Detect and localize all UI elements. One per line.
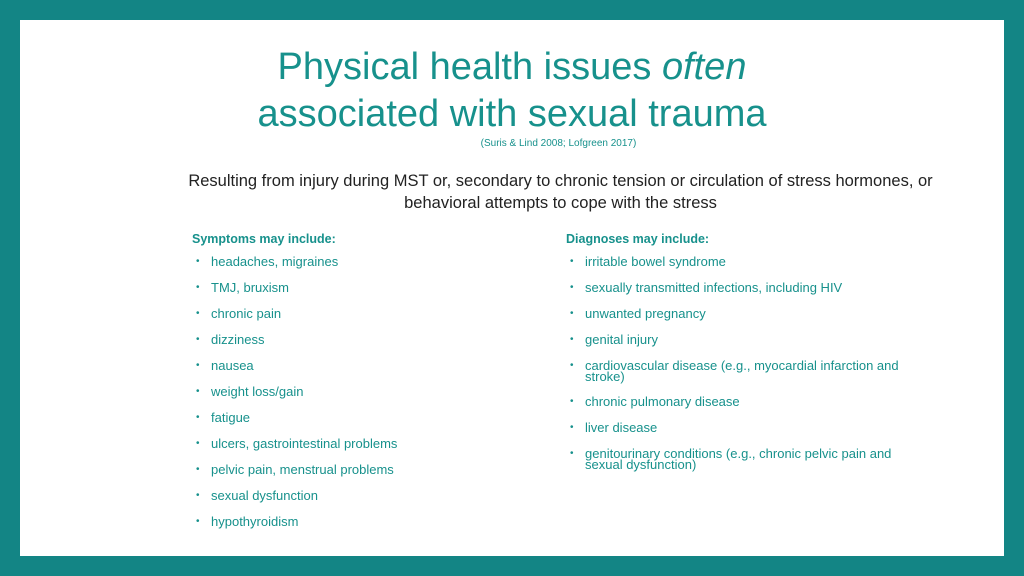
diagnoses-heading: Diagnoses may include: <box>566 232 710 246</box>
diagnoses-list-item <box>566 448 926 470</box>
diagnoses-list <box>566 256 926 470</box>
bullet-icon: • <box>570 448 574 459</box>
bullet-icon: • <box>196 308 200 319</box>
diagnoses-list-item <box>566 308 926 320</box>
symptoms-list-item <box>192 464 542 476</box>
bullet-icon: • <box>570 396 574 407</box>
diagnoses-list-item <box>566 256 926 268</box>
list-item-text: TMJ, bruxism <box>211 280 289 295</box>
list-item-text: hypothyroidism <box>211 514 299 529</box>
symptoms-list-item <box>192 412 542 424</box>
bullet-icon: • <box>570 308 574 319</box>
title-line-2: associated with sexual trauma <box>257 93 767 135</box>
bullet-icon: • <box>196 282 200 293</box>
diagnoses-list-item <box>566 282 926 294</box>
list-item-text: weight loss/gain <box>211 384 304 399</box>
list-item-text: headaches, migraines <box>211 254 339 269</box>
diagnoses-column <box>566 232 926 484</box>
citation: (Suris & Lind 2008; Lofgreen 2017) <box>480 138 637 149</box>
list-item-text: sexually transmitted infections, including HIV <box>585 280 843 295</box>
list-item-text: chronic pain <box>211 306 282 321</box>
symptoms-list-item <box>192 490 542 502</box>
list-item-text: unwanted pregnancy <box>585 306 706 321</box>
bullet-icon: • <box>570 422 574 433</box>
bullet-icon: • <box>196 412 200 423</box>
diagnoses-list-item <box>566 422 926 434</box>
symptoms-list <box>192 256 542 528</box>
symptoms-heading: Symptoms may include: <box>192 232 336 246</box>
bullet-icon: • <box>570 360 574 371</box>
symptoms-list-item <box>192 256 542 268</box>
bullet-icon: • <box>196 438 200 449</box>
bullet-icon: • <box>196 464 200 475</box>
list-item-text: liver disease <box>585 420 658 435</box>
slide-title <box>0 44 1024 138</box>
diagnoses-list-item <box>566 334 926 346</box>
bullet-icon: • <box>570 334 574 345</box>
bullet-icon: • <box>196 490 200 501</box>
bullet-icon: • <box>196 516 200 527</box>
bullet-icon: • <box>196 256 200 267</box>
list-item-text: nausea <box>211 358 254 373</box>
diagnoses-list-item <box>566 360 926 382</box>
symptoms-list-item <box>192 386 542 398</box>
title-line-1 <box>0 44 1024 91</box>
title-emphasis: often <box>661 46 747 88</box>
bullet-icon: • <box>196 360 200 371</box>
list-item-text: dizziness <box>211 332 265 347</box>
bullet-icon: • <box>196 334 200 345</box>
diagnoses-list-item <box>566 396 926 408</box>
symptoms-column <box>192 232 542 542</box>
list-item-text: cardiovascular disease (e.g., myocardial infarction and stroke) <box>585 358 899 384</box>
symptoms-list-item <box>192 438 542 450</box>
list-item-text: ulcers, gastrointestinal problems <box>211 436 398 451</box>
symptoms-list-item <box>192 282 542 294</box>
title-prefix: Physical health issues <box>277 46 662 88</box>
list-item-text: genitourinary conditions (e.g., chronic pelvic pain and sexual dysfunction) <box>585 446 892 472</box>
list-item-text: genital injury <box>585 332 658 347</box>
list-item-text: chronic pulmonary disease <box>585 394 740 409</box>
list-item-text: pelvic pain, menstrual problems <box>211 462 394 477</box>
symptoms-list-item <box>192 516 542 528</box>
list-item-text: fatigue <box>211 410 251 425</box>
symptoms-list-item <box>192 360 542 372</box>
list-item-text: irritable bowel syndrome <box>585 254 726 269</box>
bullet-icon: • <box>196 386 200 397</box>
bullet-icon: • <box>570 282 574 293</box>
bullet-icon: • <box>570 256 574 267</box>
symptoms-list-item <box>192 308 542 320</box>
symptoms-list-item <box>192 334 542 346</box>
list-item-text: sexual dysfunction <box>211 488 318 503</box>
subtitle: Resulting from injury during MST or, secondary to chronic tension or circulation of stress hormones, or behavioral attempts to cope with the stress <box>188 172 933 212</box>
